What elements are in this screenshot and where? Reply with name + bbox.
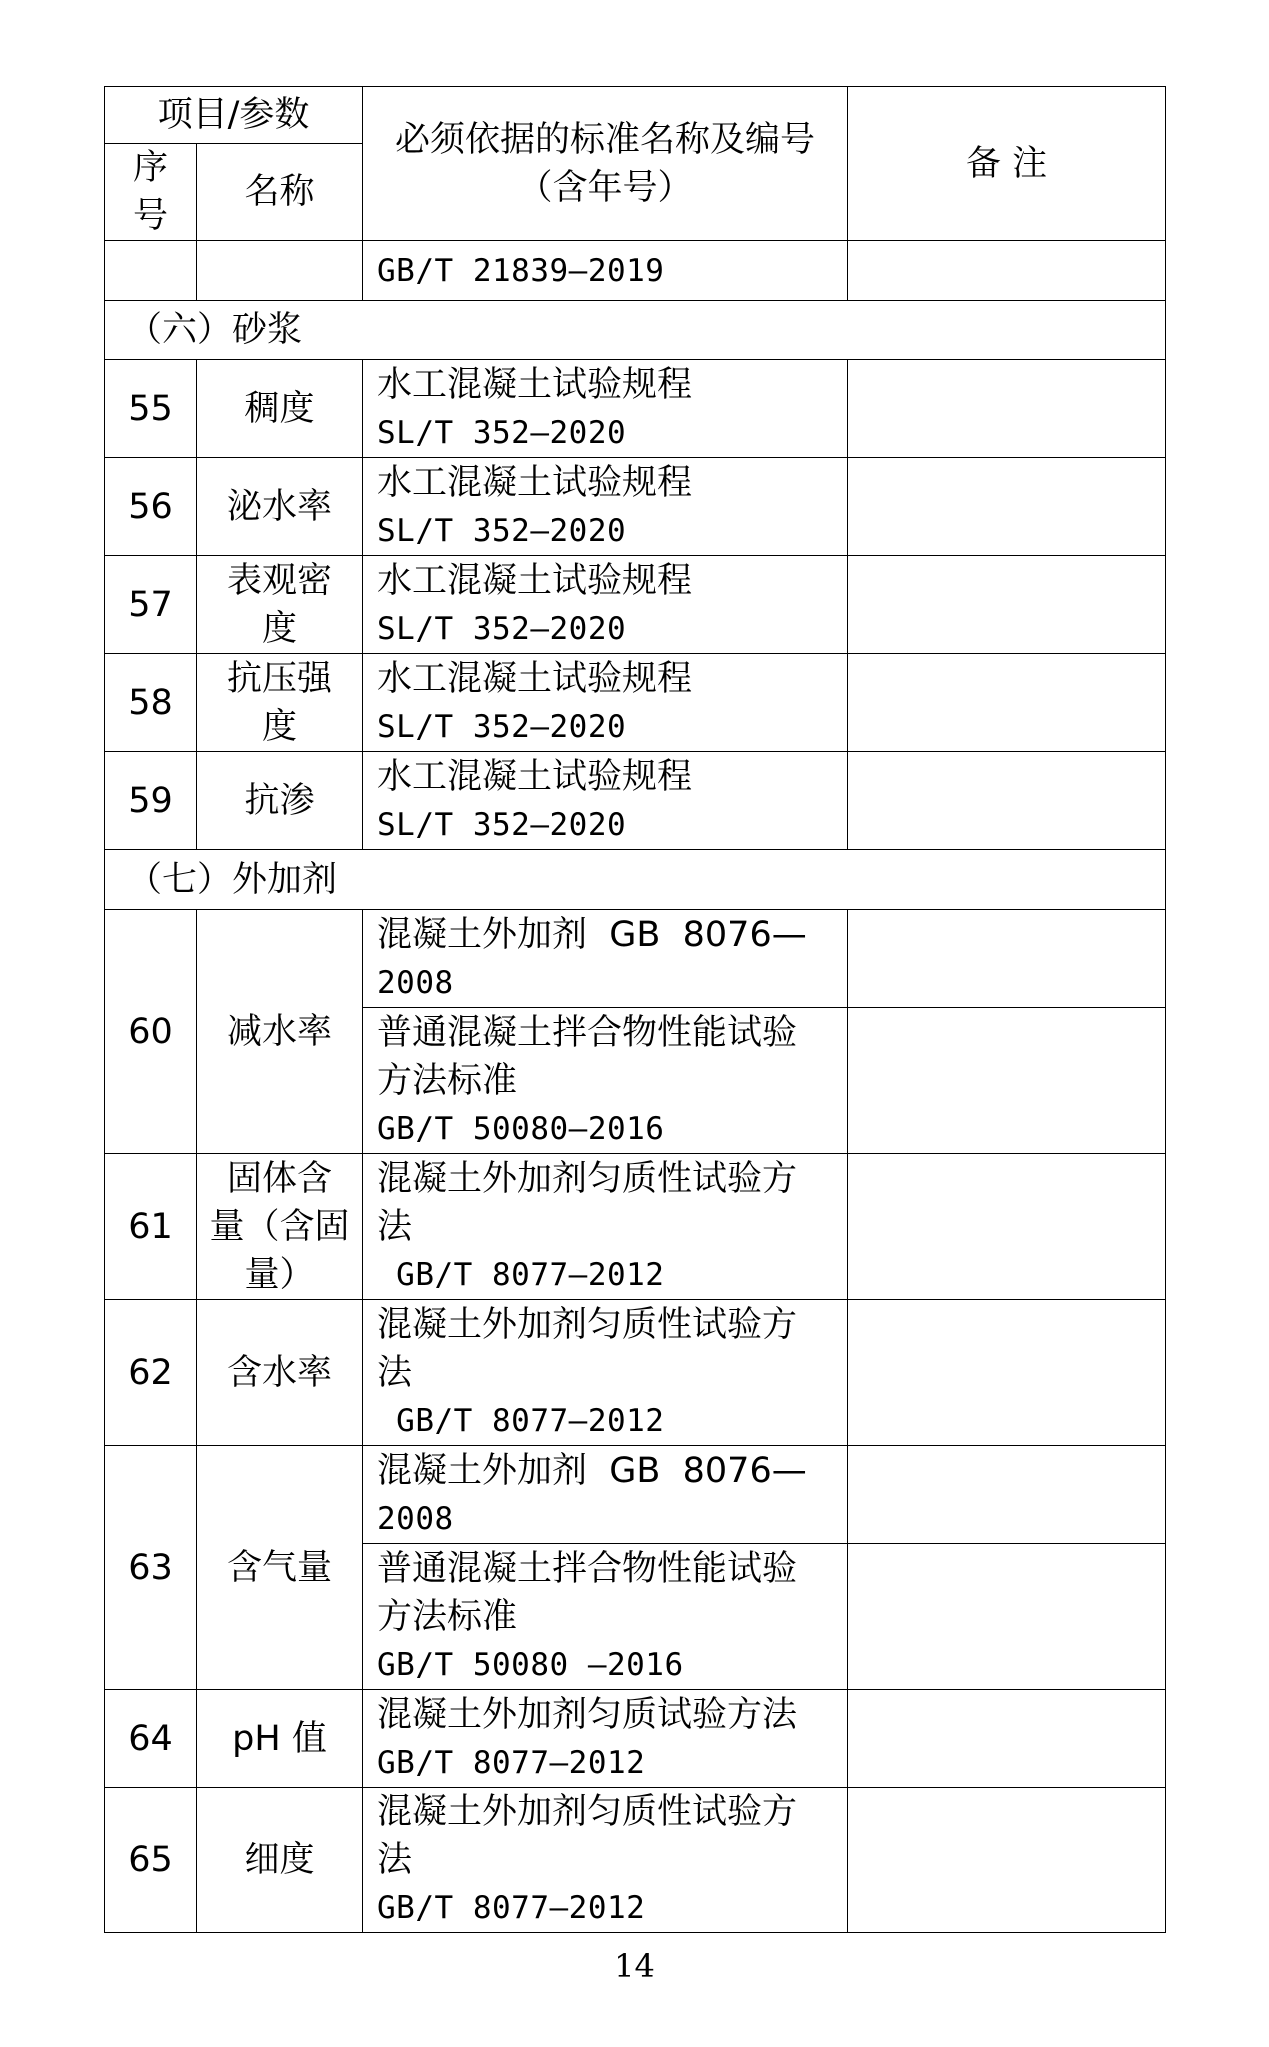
standard-name: 普通混凝土拌合物性能试验 — [377, 1012, 798, 1053]
standard-code: GB/T 8077—2012 — [377, 1744, 646, 1781]
name-label-cont: 量） — [244, 1254, 315, 1295]
name-cell: 减水率 — [197, 910, 363, 1154]
seq-cell: 64 — [105, 1690, 197, 1788]
name-cell — [197, 1154, 363, 1300]
standard-cell — [363, 556, 848, 654]
name-cell: 抗渗 — [197, 752, 363, 850]
name-cell: 稠度 — [197, 360, 363, 458]
section-heading: （七）外加剂 — [105, 850, 1166, 910]
name-cell — [197, 654, 363, 752]
name-cell: 泌水率 — [197, 458, 363, 556]
standards-table — [104, 86, 1166, 1933]
seq-cell — [105, 241, 197, 301]
header-standard-sublabel: （含年号） — [517, 167, 693, 208]
name-cell — [197, 241, 363, 301]
standard-cell — [363, 910, 848, 1008]
name-label: 表观密度 — [227, 560, 333, 649]
header-standard-cell — [363, 87, 848, 241]
standard-cell — [363, 1300, 848, 1446]
standard-cell — [363, 1690, 848, 1788]
standard-code: SL/T 352—2020 — [377, 414, 627, 451]
standard-cell — [363, 1788, 848, 1933]
remark-cell — [848, 1446, 1166, 1544]
table-row — [105, 458, 1166, 556]
seq-cell: 60 — [105, 910, 197, 1154]
standard-code: 2008 — [377, 964, 454, 1001]
standard-cell — [363, 752, 848, 850]
seq-cell: 61 — [105, 1154, 197, 1300]
standard-code: GB/T 8077—2012 — [377, 1256, 665, 1293]
remark-cell — [848, 360, 1166, 458]
remark-cell — [848, 458, 1166, 556]
name-cell: 含水率 — [197, 1300, 363, 1446]
name-label: 固体含 — [227, 1158, 333, 1199]
standard-cell — [363, 458, 848, 556]
remark-cell — [848, 1690, 1166, 1788]
header-standard-label: 必须依据的标准名称及编号 — [395, 119, 816, 160]
standard-name: 水工混凝土试验规程 — [377, 658, 693, 699]
section-heading: （六）砂浆 — [105, 301, 1166, 360]
standard-name: 混凝土外加剂匀质试验方法 — [377, 1694, 798, 1735]
standard-code: 2008 — [377, 1500, 454, 1537]
standard-cell — [363, 1154, 848, 1300]
standard-name: 混凝土外加剂 GB 8076— — [377, 914, 807, 955]
standard-code: SL/T 352—2020 — [377, 610, 627, 647]
header-seq-cell — [105, 144, 197, 241]
standard-code: SL/T 352—2020 — [377, 512, 627, 549]
table-row — [105, 1788, 1166, 1933]
standard-code: SL/T 352—2020 — [377, 806, 627, 843]
standard-name: 混凝土外加剂匀质性试验方 — [377, 1304, 798, 1345]
name-label-cont: 量（含固 — [209, 1206, 350, 1247]
header-group-cell — [105, 87, 363, 144]
name-cell: 细度 — [197, 1788, 363, 1933]
header-remark-cell — [848, 87, 1166, 241]
standard-name: 水工混凝土试验规程 — [377, 560, 693, 601]
table-row — [105, 1154, 1166, 1300]
standard-code: SL/T 352—2020 — [377, 708, 627, 745]
section-row — [105, 850, 1166, 910]
remark-cell — [848, 1300, 1166, 1446]
table-row — [105, 1300, 1166, 1446]
standard-name-cont: 方法标准 — [377, 1060, 518, 1101]
remark-cell — [848, 1008, 1166, 1154]
seq-cell: 55 — [105, 360, 197, 458]
standard-cell — [363, 360, 848, 458]
header-group-label: 项目/参数 — [157, 95, 310, 135]
table-row — [105, 241, 1166, 301]
standard-cell — [363, 1544, 848, 1690]
seq-cell: 63 — [105, 1446, 197, 1690]
remark-cell — [848, 752, 1166, 850]
name-cell: 含气量 — [197, 1446, 363, 1690]
remark-cell — [848, 1544, 1166, 1690]
standard-name-cont: 法 — [377, 1352, 413, 1393]
seq-cell: 56 — [105, 458, 197, 556]
table-row — [105, 654, 1166, 752]
seq-cell: 58 — [105, 654, 197, 752]
remark-cell — [848, 654, 1166, 752]
standard-cell — [363, 654, 848, 752]
standard-code: GB/T 8077—2012 — [377, 1402, 665, 1439]
remark-cell — [848, 910, 1166, 1008]
header-row-1 — [105, 87, 1166, 144]
standard-name-cont: 法 — [377, 1206, 413, 1247]
seq-cell: 65 — [105, 1788, 197, 1933]
standard-name: 混凝土外加剂匀质性试验方 — [377, 1792, 798, 1832]
standard-code: GB/T 8077—2012 — [377, 1890, 646, 1926]
table-row — [105, 556, 1166, 654]
remark-cell — [848, 241, 1166, 301]
page-number: 14 — [614, 1947, 655, 1985]
name-cell: pH 值 — [197, 1690, 363, 1788]
table-row — [105, 1446, 1166, 1544]
header-remark-label: 备 注 — [965, 143, 1048, 184]
remark-cell — [848, 1154, 1166, 1300]
name-label: 抗压强度 — [227, 658, 333, 747]
standard-name: 水工混凝土试验规程 — [377, 462, 693, 503]
standard-name: 水工混凝土试验规程 — [377, 364, 693, 405]
remark-cell — [848, 1788, 1166, 1933]
standard-cell — [363, 1446, 848, 1544]
header-seq-label: 序 号 — [132, 148, 168, 236]
standard-name: 混凝土外加剂 GB 8076— — [377, 1450, 807, 1491]
standard-code: GB/T 50080 —2016 — [377, 1646, 684, 1683]
standard-name-cont: 方法标准 — [377, 1596, 518, 1637]
standard-cell — [363, 1008, 848, 1154]
standard-name: 普通混凝土拌合物性能试验 — [377, 1548, 798, 1589]
seq-cell: 62 — [105, 1300, 197, 1446]
remark-cell — [848, 556, 1166, 654]
standard-name-cont: 法 — [377, 1840, 413, 1880]
header-name-cell — [197, 144, 363, 241]
table-row — [105, 752, 1166, 850]
name-cell — [197, 556, 363, 654]
header-name-label: 名称 — [244, 172, 315, 212]
standard-code: GB/T 50080—2016 — [377, 1110, 665, 1147]
standard-name: 混凝土外加剂匀质性试验方 — [377, 1158, 798, 1199]
standard-cell — [363, 241, 848, 301]
section-row — [105, 301, 1166, 360]
seq-cell: 57 — [105, 556, 197, 654]
standard-code: GB/T 21839—2019 — [377, 253, 665, 289]
seq-cell: 59 — [105, 752, 197, 850]
table-row — [105, 910, 1166, 1008]
table-row — [105, 360, 1166, 458]
table-row — [105, 1690, 1166, 1788]
standard-name: 水工混凝土试验规程 — [377, 756, 693, 797]
